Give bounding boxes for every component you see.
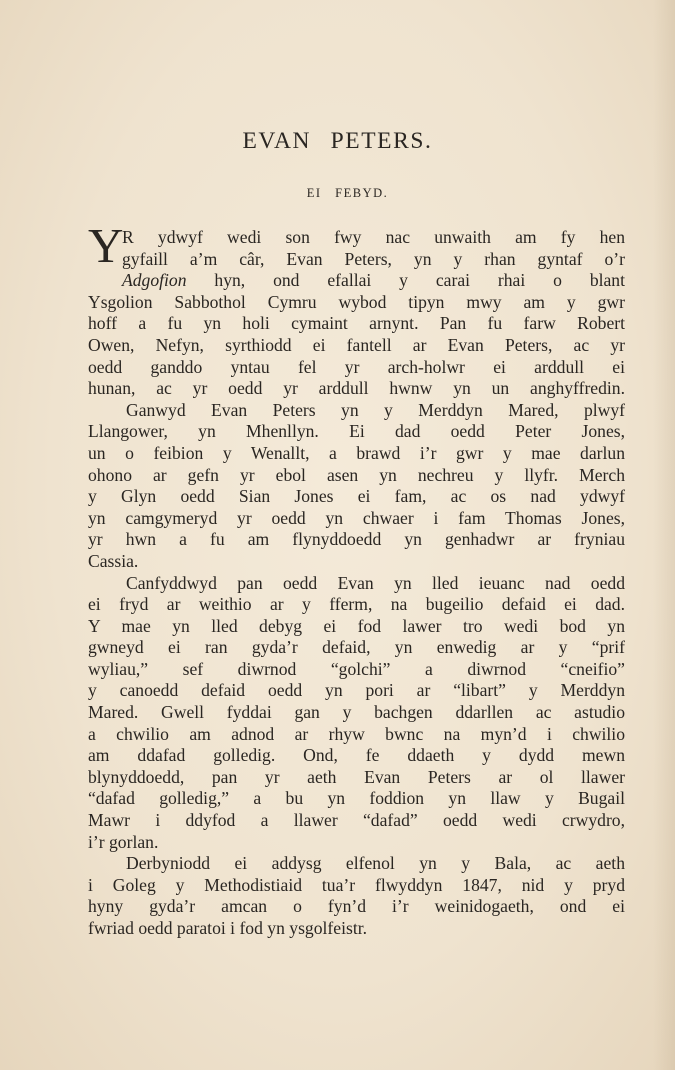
text-line: gyfaill a’m câr, Evan Peters, yn y rhan gyntaf o’r [122,248,625,269]
chapter-title: EVAN PETERS. [242,128,433,154]
text-line: ohono ar gefn yr ebol asen yn nechreu y llyfr. Merch [88,464,625,485]
text-line: fwriad oedd paratoi i fod yn ysgolfeistr. [88,918,367,938]
drop-cap: Y [88,218,124,273]
text-line: hunan, ac yr oedd yr arddull hwnw yn un anghyffredin. [88,378,625,399]
text-line: oedd ganddo yntau fel yr arch-holwr ei arddull ei [88,356,625,377]
text-line: Derbyniodd ei addysg elfenol yn y Bala, ac aeth [126,853,625,874]
text-line: hoff a fu yn holi cymaint arnynt. Pan fu farw Robert [88,313,625,334]
text-line: “dafad golledig,” a bu yn foddion yn llaw y Bugail [88,788,625,809]
text-line: am ddafad golledig. Ond, fe ddaeth y dydd mewn [88,745,625,766]
body-text [88,227,625,940]
text-line: wyliau,” sef diwrnod “golchi” a diwrnod “cneifio” [88,658,625,679]
chapter-subtitle: EI FEBYD. [306,186,389,200]
text-line: hyny gyda’r amcan o fyn’d i’r weinidogaeth, ond ei [88,896,625,917]
text-line: y Glyn oedd Sian Jones ei fam, ac os nad ydwyf [88,486,625,507]
text-line: Canfyddwyd pan oedd Evan yn lled ieuanc nad oedd [126,572,625,593]
text-line: Ganwyd Evan Peters yn y Merddyn Mared, plwyf [126,399,625,420]
text-line: y canoedd defaid oedd yn pori ar “libart” y Merddyn [88,680,625,701]
text-line: blynyddoedd, pan yr aeth Evan Peters ar ol llawer [88,766,625,787]
text-line: gwneyd ei ran gyda’r defaid, yn enwedig ar y “prif [88,637,625,658]
text-line: ei fryd ar weithio ar y fferm, na bugeilio defaid ei dad. [88,594,625,615]
text-fragment: hyn, ond efallai y carai rhai o blant [186,270,625,291]
page-edge-shadow [653,0,675,1070]
text-line: i Goleg y Methodistiaid tua’r flwyddyn 1847, nid y pryd [88,874,625,895]
text-line: yr hwn a fu am flynyddoedd yn genhadwr ar fryniau [88,529,625,550]
text-line: un o feibion y Wenallt, a brawd i’r gwr y mae darlun [88,442,625,463]
text-line [88,270,625,292]
text-line: Cassia. [88,550,139,571]
text-line: Y mae yn lled debyg ei fod lawer tro wedi bod yn [88,615,625,636]
text-line: i’r gorlan. [88,831,159,852]
text-line: Ysgolion Sabbothol Cymru wybod tipyn mwy am y gwr [88,291,625,312]
text-line: Mawr i ddyfod a llawer “dafad” oedd wedi crwydro, [88,810,625,831]
text-line: a chwilio am adnod ar rhyw bwnc na myn’d i chwilio [88,723,625,744]
text-line: R ydwyf wedi son fwy nac unwaith am fy hen [122,227,625,247]
text-line: Mared. Gwell fyddai gan y bachgen ddarllen ac astudio [88,702,625,723]
text-line: yn camgymeryd yr oedd yn chwaer i fam Thomas Jones, [88,507,625,528]
text-line: Owen, Nefyn, syrthiodd ei fantell ar Evan Peters, ac yr [88,334,625,355]
text-line: Llangower, yn Mhenllyn. Ei dad oedd Peter Jones, [88,421,625,442]
italic-word: Adgofion [122,270,187,291]
